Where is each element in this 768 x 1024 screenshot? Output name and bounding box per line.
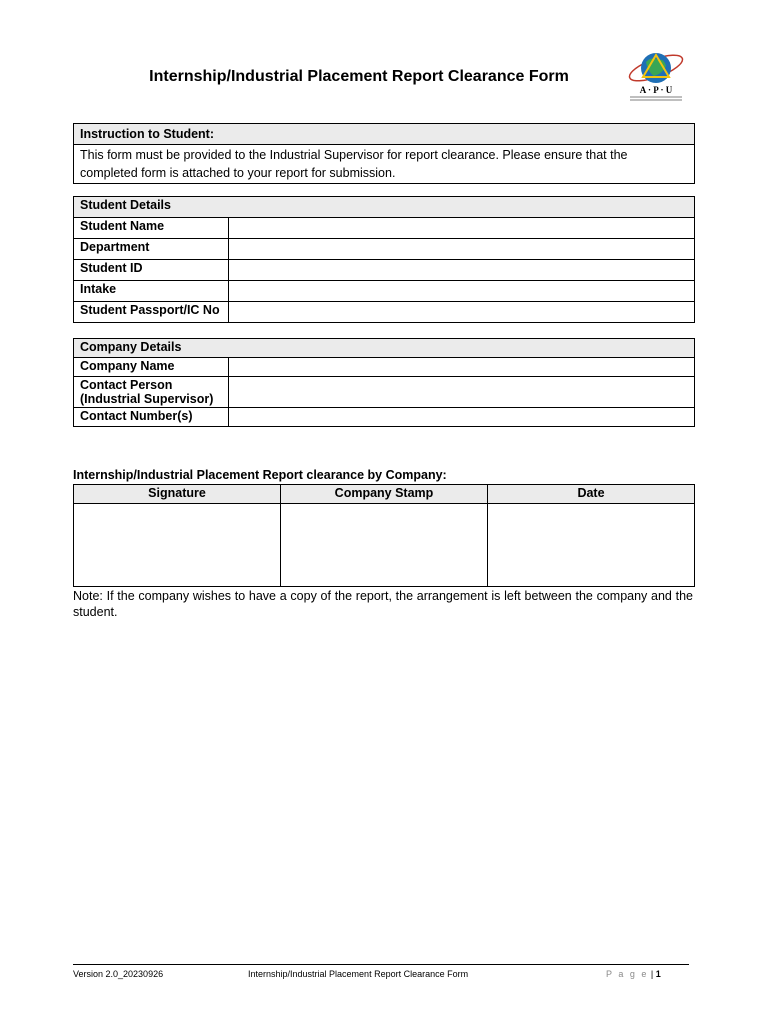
clearance-table: [73, 484, 695, 587]
department-field[interactable]: [229, 239, 695, 260]
date-column-header: Date: [488, 485, 695, 504]
footer-divider: [73, 964, 689, 965]
company-name-field[interactable]: [229, 358, 695, 377]
instruction-heading: Instruction to Student:: [74, 124, 695, 145]
department-label: Department: [74, 239, 229, 260]
passport-ic-label: Student Passport/IC No: [74, 302, 229, 323]
footer-page-separator: |: [650, 969, 654, 979]
date-box[interactable]: [488, 504, 695, 587]
logo-text: A · P · U: [639, 85, 673, 95]
contact-person-field[interactable]: [229, 377, 695, 408]
company-details-heading: Company Details: [74, 339, 695, 358]
contact-number-label: Contact Number(s): [74, 408, 229, 427]
company-details-table: [73, 338, 695, 427]
contact-person-label: [74, 377, 229, 408]
company-stamp-box[interactable]: [281, 504, 488, 587]
form-title: Internship/Industrial Placement Report Clearance Form: [149, 68, 569, 85]
footer-version: Version 2.0_20230926: [73, 969, 164, 979]
footer-page: [606, 969, 661, 979]
signature-box[interactable]: [74, 504, 281, 587]
student-id-field[interactable]: [229, 260, 695, 281]
student-details-heading: Student Details: [74, 197, 695, 218]
signature-column-header: Signature: [74, 485, 281, 504]
student-id-label: Student ID: [74, 260, 229, 281]
footer-page-number: 1: [655, 969, 661, 979]
student-name-label: Student Name: [74, 218, 229, 239]
student-name-field[interactable]: [229, 218, 695, 239]
apu-logo-icon: [624, 46, 688, 104]
footer-form-title: Internship/Industrial Placement Report Clearance Form: [248, 969, 469, 979]
contact-person-label-line1: Contact Person: [80, 378, 173, 392]
contact-person-label-line2: (Industrial Supervisor): [80, 392, 214, 406]
intake-field[interactable]: [229, 281, 695, 302]
student-details-table: [73, 196, 695, 323]
footer-page-label: P a g e: [606, 969, 649, 979]
instruction-table: [73, 123, 695, 184]
passport-ic-field[interactable]: [229, 302, 695, 323]
note-text: Note: If the company wishes to have a copy of the report, the arrangement is left between the company and the student.: [73, 589, 693, 619]
clearance-heading: Internship/Industrial Placement Report clearance by Company:: [73, 468, 447, 482]
instruction-text: This form must be provided to the Industrial Supervisor for report clearance. Please ensure that the completed form is attached to your report for submission.: [74, 145, 695, 184]
intake-label: Intake: [74, 281, 229, 302]
company-stamp-column-header: Company Stamp: [281, 485, 488, 504]
company-name-label: Company Name: [74, 358, 229, 377]
contact-number-field[interactable]: [229, 408, 695, 427]
